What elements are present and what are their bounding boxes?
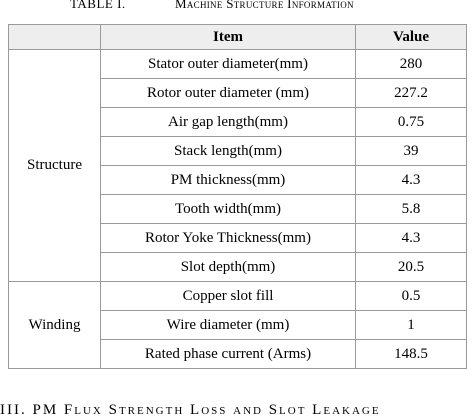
row-value: 148.5 bbox=[356, 340, 467, 369]
table-row bbox=[9, 50, 467, 79]
row-value: 0.75 bbox=[356, 108, 467, 137]
row-item: Slot depth(mm) bbox=[101, 253, 356, 282]
table-number: TABLE I. bbox=[70, 0, 126, 11]
row-value: 39 bbox=[356, 137, 467, 166]
group-label-winding: Winding bbox=[9, 282, 101, 369]
row-value: 280 bbox=[356, 50, 467, 79]
header-value: Value bbox=[356, 25, 467, 50]
row-item: Wire diameter (mm) bbox=[101, 311, 356, 340]
row-item: Stator outer diameter(mm) bbox=[101, 50, 356, 79]
row-item: Rotor Yoke Thickness(mm) bbox=[101, 224, 356, 253]
row-value: 227.2 bbox=[356, 79, 467, 108]
row-item: Stack length(mm) bbox=[101, 137, 356, 166]
group-label-structure: Structure bbox=[9, 50, 101, 282]
row-item: Rated phase current (Arms) bbox=[101, 340, 356, 369]
row-item: Copper slot fill bbox=[101, 282, 356, 311]
machine-structure-table bbox=[8, 24, 467, 369]
row-value: 4.3 bbox=[356, 166, 467, 195]
row-item: Air gap length(mm) bbox=[101, 108, 356, 137]
next-section-heading: III. PM Flux Strength Loss and Slot Leakage bbox=[0, 402, 381, 418]
row-item: PM thickness(mm) bbox=[101, 166, 356, 195]
row-item: Tooth width(mm) bbox=[101, 195, 356, 224]
row-item: Rotor outer diameter (mm) bbox=[101, 79, 356, 108]
header-item: Item bbox=[101, 25, 356, 50]
row-value: 4.3 bbox=[356, 224, 467, 253]
row-value: 5.8 bbox=[356, 195, 467, 224]
row-value: 0.5 bbox=[356, 282, 467, 311]
header-row bbox=[9, 25, 467, 50]
row-value: 1 bbox=[356, 311, 467, 340]
header-group bbox=[9, 25, 101, 50]
table-title: Machine Structure Information bbox=[175, 0, 354, 11]
table-row bbox=[9, 282, 467, 311]
table-caption bbox=[0, 0, 474, 14]
row-value: 20.5 bbox=[356, 253, 467, 282]
